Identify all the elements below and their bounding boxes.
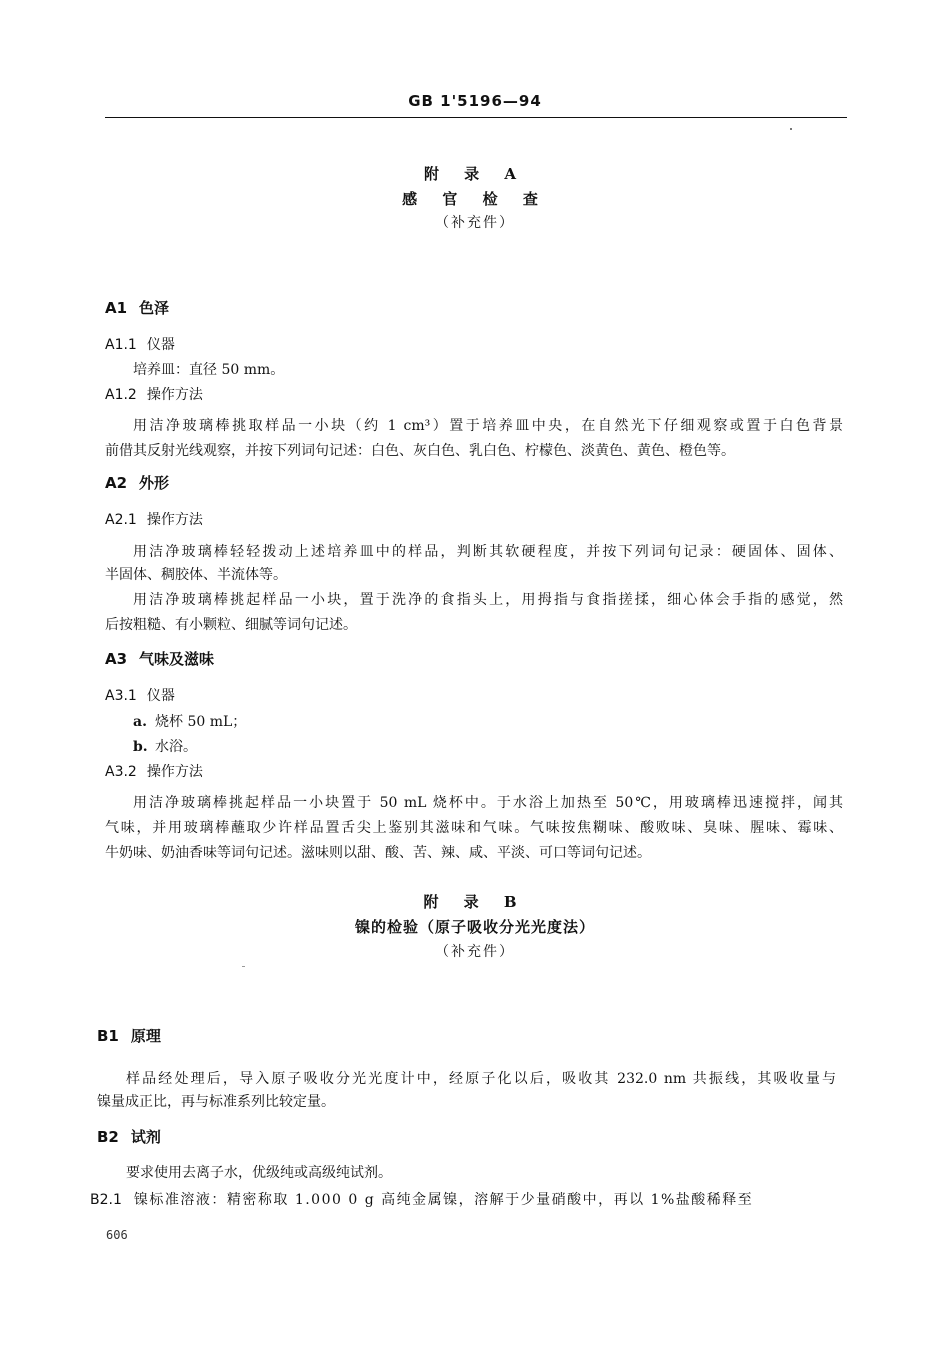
section-label: A1.1	[105, 337, 137, 353]
section-a1-heading	[105, 297, 169, 318]
header-rule	[105, 117, 847, 118]
list-item	[133, 711, 246, 731]
section-label: A2	[105, 474, 128, 492]
section-a3-2-line3: 牛奶味、奶油香味等词句记述。滋味则以甜、酸、苦、辣、咸、平淡、可口等词句记述。	[105, 845, 651, 861]
appendix-b-note: （补充件）	[435, 944, 515, 960]
page-number: 606	[106, 1228, 128, 1242]
section-label: A2.1	[105, 512, 137, 528]
section-a2-1-p1-line1: 用洁净玻璃棒轻轻拨动上述培养皿中的样品，判断其软硬程度，并按下列词句记录：硬固体、固体、	[133, 544, 843, 560]
scan-speck	[242, 966, 245, 967]
appendix-b-title: 附 录 B	[423, 893, 527, 911]
section-a3-1-heading	[105, 685, 175, 705]
appendix-a-subtitle: 感 官 检 查	[402, 190, 548, 208]
page-header-standard: GB 1'5196—94	[408, 92, 542, 110]
appendix-a-note: （补充件）	[435, 215, 515, 231]
section-title: 操作方法	[146, 512, 203, 528]
section-a1-1-body: 培养皿：直径 50 mm。	[133, 362, 285, 378]
section-label: A3.2	[105, 764, 137, 780]
section-a3-2-line2: 气味，并用玻璃棒蘸取少许样品置舌尖上鉴别其滋味和气味。气味按焦糊味、酸败味、臭味、腥味、霉味、	[105, 820, 843, 836]
section-label: B1	[97, 1027, 119, 1045]
section-b2-body: 要求使用去离子水，优级纯或高级纯试剂。	[126, 1165, 392, 1181]
section-title: 仪器	[146, 337, 175, 353]
list-item-text: 烧杯 50 mL；	[155, 714, 247, 730]
section-a1-2-heading	[105, 384, 203, 404]
section-label: A3.1	[105, 688, 137, 704]
section-label: A1	[105, 299, 128, 317]
appendix-b-subtitle: 镍的检验（原子吸收分光光度法）	[354, 918, 595, 936]
section-a3-heading	[105, 648, 214, 669]
section-title: 色泽	[139, 299, 170, 317]
section-b2-heading	[97, 1126, 161, 1147]
section-a1-2-line2: 前借其反射光线观察，并按下列词句记述：白色、灰白色、乳白色、柠檬色、淡黄色、黄色、橙色等。	[105, 443, 735, 459]
section-title: 外形	[139, 474, 170, 492]
section-b1-line1: 样品经处理后，导入原子吸收分光光度计中，经原子化以后，吸收其 232.0 nm 共振线，其吸收量与	[126, 1071, 836, 1087]
section-title: 试剂	[130, 1128, 161, 1146]
section-label: B2.1	[90, 1192, 122, 1208]
section-b1-line2: 镍量成正比，再与标准系列比较定量。	[97, 1094, 335, 1110]
section-a2-heading	[105, 472, 169, 493]
section-a2-1-p1-line2: 半固体、稠胶体、半流体等。	[105, 567, 287, 583]
section-label: A1.2	[105, 387, 137, 403]
list-item	[133, 736, 197, 756]
appendix-a-title: 附 录 A	[423, 165, 527, 183]
section-title: 操作方法	[146, 764, 203, 780]
section-label: A3	[105, 650, 128, 668]
section-a2-1-p2-line1: 用洁净玻璃棒挑起样品一小块，置于洗净的食指头上，用拇指与食指搓揉，细心体会手指的感觉，然	[133, 592, 843, 608]
section-a1-1-heading	[105, 334, 175, 354]
section-b2-1	[90, 1189, 753, 1209]
section-a3-2-heading	[105, 761, 203, 781]
section-a1-2-line1: 用洁净玻璃棒挑取样品一小块（约 1 cm³）置于培养皿中央，在自然光下仔细观察或置于白色背景	[133, 418, 843, 434]
section-title: 气味及滋味	[139, 650, 215, 668]
section-label: B2	[97, 1128, 119, 1146]
section-title: 操作方法	[146, 387, 203, 403]
list-item-text: 水浴。	[155, 739, 197, 755]
section-a2-1-heading	[105, 509, 203, 529]
list-item-label: a.	[133, 714, 147, 730]
section-b1-heading	[97, 1025, 161, 1046]
section-a3-2-line1: 用洁净玻璃棒挑起样品一小块置于 50 mL 烧杯中。于水浴上加热至 50℃，用玻璃棒迅速搅拌，闻其	[133, 795, 843, 811]
list-item-label: b.	[133, 739, 148, 755]
section-text: 镍标准溶液：精密称取 1.000 0 g 高纯金属镍，溶解于少量硝酸中，再以 1%盐酸稀释至	[133, 1192, 754, 1208]
section-a2-1-p2-line2: 后按粗糙、有小颗粒、细腻等词句记述。	[105, 617, 357, 633]
section-title: 原理	[130, 1027, 161, 1045]
section-title: 仪器	[146, 688, 175, 704]
scan-speck	[790, 128, 792, 130]
